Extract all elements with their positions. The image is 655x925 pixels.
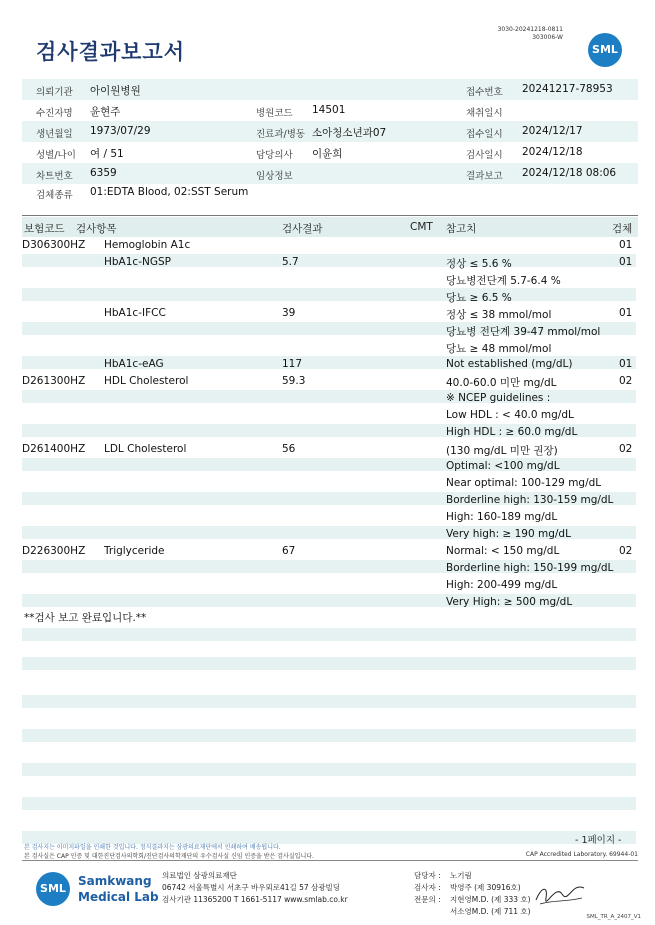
row-stripe — [22, 729, 636, 742]
staff-value-2: 박영주 (제 30916호) — [450, 883, 521, 892]
test-item: HbA1c-IFCC — [104, 307, 166, 319]
specimen-code: 01 — [619, 307, 633, 319]
header-row-4 — [22, 142, 638, 163]
doctor-value: 이윤희 — [312, 148, 343, 160]
reference-range: Very high: ≥ 190 mg/dL — [446, 528, 571, 540]
reference-range: High HDL : ≥ 60.0 mg/dL — [446, 426, 578, 438]
cap-accreditation: CAP Accredited Laboratory. 69944-01 — [525, 851, 638, 858]
document-sub-id: 303006-W — [532, 34, 563, 41]
row-stripe — [22, 763, 636, 776]
reference-range: 당뇨병 전단계 39-47 mmol/mol — [446, 326, 601, 338]
reference-range: Normal: < 150 mg/dL — [446, 545, 560, 557]
specimen-code: 02 — [619, 443, 633, 455]
test-date-value: 2024/12/18 — [522, 146, 583, 158]
reference-range: 당뇨병전단계 5.7-6.4 % — [446, 275, 561, 287]
signature-icon — [532, 878, 588, 908]
specimen-code: 01 — [619, 256, 633, 268]
col-code: 보험코드 — [24, 223, 65, 235]
specimen-label: 검체종류 — [36, 190, 73, 201]
test-result: 117 — [282, 358, 303, 370]
sampling-label: 채취일시 — [466, 108, 503, 119]
footer-notice: 본 검사지는 이미지파일을 인쇄한 것입니다. 정식결과지는 삼광의료재단에서 인쇄하여 배송됩니다. — [24, 844, 281, 851]
header-row-1 — [22, 79, 638, 100]
footer-accreditation: 본 검사실은 CAP 인증 및 대한진단검사의학회/진단검사의학재단의 우수검사실 신임 인증을 받은 검사실입니다. — [24, 853, 314, 860]
test-result: 56 — [282, 443, 296, 455]
specimen-code: 02 — [619, 545, 633, 557]
reference-range: 40.0-60.0 미만 mg/dL — [446, 377, 557, 389]
header-row-2 — [22, 100, 638, 121]
staff-label-2: 검사자 : — [414, 883, 441, 892]
col-item: 검사항목 — [76, 223, 117, 235]
birth-value: 1973/07/29 — [90, 125, 151, 137]
reference-range: High: 200-499 mg/dL — [446, 579, 558, 591]
report-date-value: 2024/12/18 08:06 — [522, 167, 617, 179]
reference-range: Very High: ≥ 500 mg/dL — [446, 596, 573, 608]
lab-name-line1: Samkwang — [78, 874, 152, 888]
staff-value-4: 서소영M.D. (제 711 호) — [450, 907, 531, 916]
header-row-5 — [22, 163, 638, 184]
reference-range: High: 160-189 mg/dL — [446, 511, 558, 523]
test-item: HDL Cholesterol — [104, 375, 189, 387]
sex-age-value: 여 / 51 — [90, 148, 124, 160]
staff-label-3: 전문의 : — [414, 895, 441, 904]
test-item: LDL Cholesterol — [104, 443, 187, 455]
institution-label: 의뢰기관 — [36, 87, 73, 98]
test-item: HbA1c-eAG — [104, 358, 164, 370]
reference-range: ※ NCEP guidelines : — [446, 392, 551, 404]
chart-no-value: 6359 — [90, 167, 117, 179]
row-stripe — [22, 695, 636, 708]
reference-range: (130 mg/dL 미만 권장) — [446, 445, 558, 457]
test-item: Triglyceride — [104, 545, 165, 557]
insurance-code: D306300HZ — [22, 239, 86, 251]
specimen-code: 01 — [619, 358, 633, 370]
hospital-code-label: 병원코드 — [256, 108, 293, 119]
receipt-date-label: 접수일시 — [466, 129, 503, 140]
lab-info-name: 의료법인 삼광의료재단 — [162, 871, 237, 880]
reference-range: Near optimal: 100-129 mg/dL — [446, 477, 602, 489]
row-stripe — [22, 797, 636, 810]
sex-age-label: 성별/나이 — [36, 150, 76, 161]
test-item: HbA1c-NGSP — [104, 256, 171, 268]
reference-range: 당뇨 ≥ 6.5 % — [446, 292, 512, 304]
page-number: - 1페이지 - — [575, 835, 622, 846]
col-ref: 참고치 — [446, 223, 477, 235]
staff-label-1: 담당자 : — [414, 871, 441, 880]
doctor-label: 담당의사 — [256, 150, 293, 161]
patient-value: 윤현주 — [90, 106, 121, 118]
row-stripe — [22, 288, 636, 301]
results-table-header — [22, 217, 638, 237]
receipt-no-label: 접수번호 — [466, 87, 503, 98]
reference-range: 정상 ≤ 38 mmol/mol — [446, 309, 552, 321]
institution-value: 아이원병원 — [90, 85, 141, 97]
test-item: Hemoglobin A1c — [104, 239, 191, 251]
report-complete-note: **검사 보고 완료입니다.** — [24, 612, 147, 624]
birth-label: 생년월일 — [36, 129, 73, 140]
col-result: 검사결과 — [282, 223, 323, 235]
header-row-3 — [22, 121, 638, 142]
col-specimen: 검체 — [612, 223, 633, 235]
footer-divider — [22, 860, 638, 861]
insurance-code: D261400HZ — [22, 443, 86, 455]
insurance-code: D261300HZ — [22, 375, 86, 387]
department-label: 진료과/병동 — [256, 129, 306, 140]
specimen-code: 01 — [619, 239, 633, 251]
chart-no-label: 차트번호 — [36, 171, 73, 182]
specimen-value: 01:EDTA Blood, 02:SST Serum — [90, 186, 249, 198]
lab-info-address: 06742 서울특별시 서초구 바우뫼로41길 57 삼광빌딩 — [162, 883, 341, 892]
reference-range: Low HDL : < 40.0 mg/dL — [446, 409, 574, 421]
test-result: 67 — [282, 545, 296, 557]
specimen-code: 02 — [619, 375, 633, 387]
reference-range: 정상 ≤ 5.6 % — [446, 258, 512, 270]
row-stripe — [22, 657, 636, 670]
hospital-code-value: 14501 — [312, 104, 346, 116]
table-top-rule — [22, 215, 638, 216]
clinical-label: 임상정보 — [256, 171, 293, 182]
reference-range: Borderline high: 150-199 mg/dL — [446, 562, 614, 574]
staff-value-1: 노기림 — [450, 871, 472, 880]
insurance-code: D226300HZ — [22, 545, 86, 557]
reference-range: Optimal: <100 mg/dL — [446, 460, 560, 472]
page-title: 검사결과보고서 — [36, 40, 186, 64]
patient-label: 수진자명 — [36, 108, 73, 119]
report-date-label: 결과보고 — [466, 171, 503, 182]
sml-logo-bottom: SML — [36, 872, 70, 906]
test-result: 5.7 — [282, 256, 299, 268]
form-code: SML_TR_A_2407_V1 — [586, 914, 641, 920]
reference-range: 당뇨 ≥ 48 mmol/mol — [446, 343, 552, 355]
lab-info-contact: 검사기관 11365200 T 1661-5117 www.smlab.co.kr — [162, 895, 348, 904]
test-result: 39 — [282, 307, 296, 319]
department-value: 소아청소년과07 — [312, 127, 387, 139]
test-date-label: 검사일시 — [466, 150, 503, 161]
row-stripe — [22, 628, 636, 641]
staff-value-3: 지현영M.D. (제 333 호) — [450, 895, 531, 904]
document-id: 3030-20241218-0811 — [497, 26, 563, 33]
col-cmt: CMT — [410, 221, 433, 233]
reference-range: Borderline high: 130-159 mg/dL — [446, 494, 614, 506]
header-row-6 — [22, 182, 638, 203]
receipt-date-value: 2024/12/17 — [522, 125, 583, 137]
lab-name-line2: Medical Lab — [78, 890, 159, 904]
sml-logo: SML — [588, 33, 622, 67]
reference-range: Not established (mg/dL) — [446, 358, 573, 370]
test-result: 59.3 — [282, 375, 306, 387]
receipt-no-value: 20241217-78953 — [522, 83, 613, 95]
